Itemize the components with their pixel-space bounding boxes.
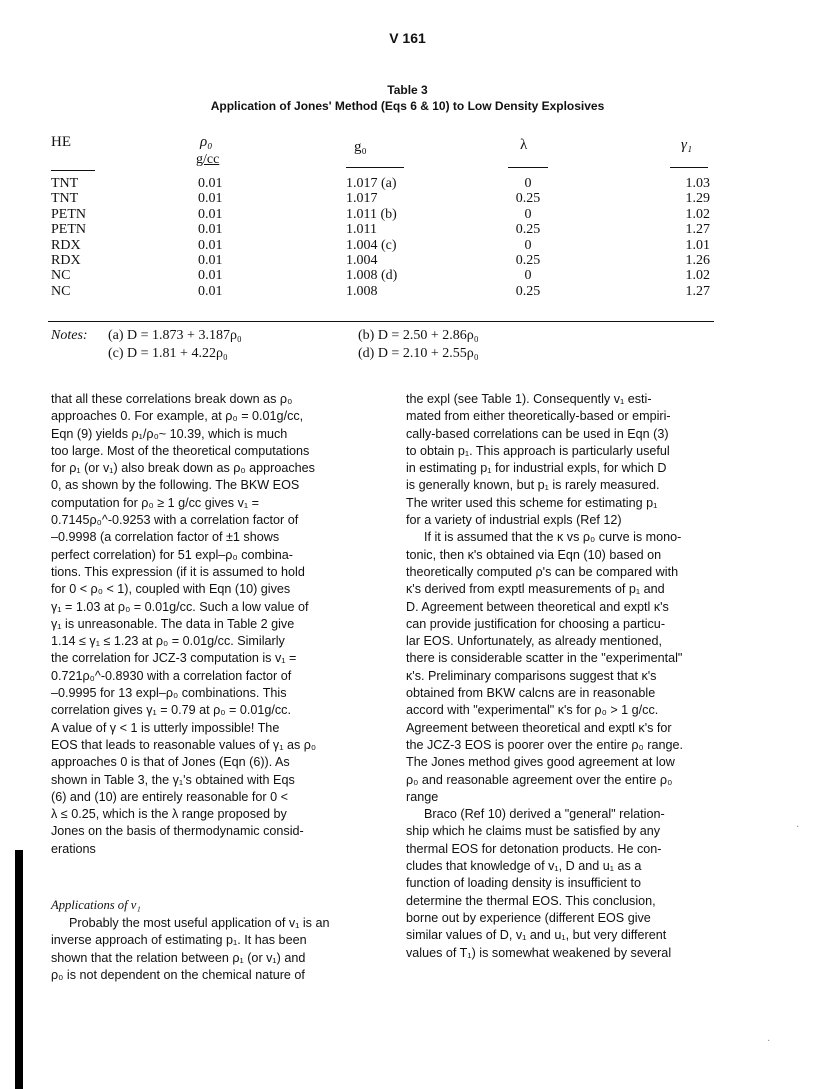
text-line: theoretically computed ρ's can be compared with: [406, 564, 679, 579]
text-line: accord with "experimental" κ's for ρ₀ > 1 g/cc.: [406, 703, 659, 718]
header-rho0: ρ₀: [200, 134, 213, 150]
text-line: lar EOS. Unfortunately, as already mentioned,: [406, 634, 662, 649]
column-gamma1: [662, 176, 710, 299]
text-line: D. Agreement between theoretical and exptl κ's: [406, 599, 669, 614]
scan-edge-bar: [15, 850, 23, 1089]
text-line: approaches 0. For example, at ρ₀ = 0.01g/cc,: [51, 409, 304, 424]
text-line: κ's. Preliminary comparisons suggest that κ's: [406, 668, 657, 683]
text-line: Eqn (9) yields ρ₁/ρ₀~ 10.39, which is much: [51, 426, 288, 441]
table-cell: 1.004: [346, 253, 378, 269]
text-line: ρ₀ and reasonable agreement over the entire ρ₀: [406, 772, 673, 787]
table-cell: 0: [524, 176, 532, 191]
text-line: that all these correlations break down as ρ₀: [51, 392, 293, 406]
text-line: correlation gives γ₁ = 0.79 at ρ₀ = 0.01g/cc.: [51, 703, 291, 718]
right-column: [406, 391, 766, 962]
table-cell: 0: [524, 206, 532, 222]
table-cell: 0.01: [198, 206, 223, 222]
text-line: can provide justification for choosing a particu-: [406, 616, 666, 631]
table-label: Table 3: [387, 83, 428, 97]
table-cell: 0.01: [198, 268, 223, 284]
text-line: (6) and (10) are entirely reasonable for 0 <: [51, 789, 288, 804]
left-column-section: [51, 915, 391, 984]
text-line: 0.7145ρ₀^-0.9253 with a correlation factor of: [51, 513, 299, 528]
table-cell: 0.25: [515, 283, 541, 299]
scan-speck: ·: [767, 1036, 771, 1047]
text-line: γ₁ = 1.03 at ρ₀ = 0.01g/cc. Such a low value of: [51, 599, 309, 614]
text-line: computation for ρ₀ ≥ 1 g/cc gives v₁ =: [51, 495, 259, 510]
text-line: A value of γ < 1 is utterly impossible! The: [51, 720, 280, 735]
table-cell: 0.01: [198, 191, 223, 207]
header-lambda: λ: [520, 137, 528, 153]
text-line: Agreement between theoretical and exptl κ's for: [406, 720, 672, 735]
table-cell: NC: [51, 268, 71, 284]
text-line: cally-based correlations can be used in Eqn (3): [406, 426, 669, 441]
rule-lambda: [508, 167, 548, 168]
text-line: ρ₀ is not dependent on the chemical nature of: [51, 967, 305, 982]
table-cell: 0: [524, 268, 532, 284]
text-line: 0.721ρ₀^-0.8930 with a correlation factor of: [51, 668, 292, 683]
section-heading-applications: Applications of v₁: [51, 898, 141, 912]
left-column: [51, 391, 391, 858]
text-line: Braco (Ref 10) derived a "general" relation-: [424, 807, 665, 822]
text-line: tions. This expression (if it is assumed to hold: [51, 564, 305, 579]
table-cell: 0.01: [198, 222, 223, 238]
text-line: –0.9998 (a correlation factor of ±1 shows: [51, 530, 280, 545]
column-lambda: [498, 176, 558, 299]
text-line: similar values of D, v₁ and u₁, but very different: [406, 928, 667, 943]
table-cell: TNT: [51, 191, 79, 207]
text-line: shown in Table 3, the γ₁'s obtained with Eqs: [51, 772, 295, 787]
table-cell: 1.008: [346, 283, 378, 299]
text-line: γ₁ is unreasonable. The data in Table 2 give: [51, 616, 295, 631]
table-cell: 1.26: [685, 253, 710, 269]
text-line: Jones on the basis of thermodynamic consid-: [51, 824, 304, 839]
table-bottom-rule: [48, 321, 714, 322]
text-line: too large. Most of the theoretical computations: [51, 443, 310, 458]
text-line: for 0 < ρ₀ < 1), coupled with Eqn (10) gives: [51, 582, 291, 597]
note-b: (b) D = 2.50 + 2.86ρ₀: [358, 328, 479, 343]
header-he: HE: [51, 134, 71, 150]
text-line: κ's derived from exptl measurements of p₁ and: [406, 582, 665, 597]
text-line: Probably the most useful application of v₁ is an: [69, 916, 330, 930]
table-cell: 1.27: [685, 283, 710, 299]
text-line: for ρ₁ (or v₁) also break down as ρ₀ approaches: [51, 461, 315, 476]
table-cell: NC: [51, 283, 71, 299]
header-g0: g₀: [354, 139, 367, 155]
table-cell: 0.25: [515, 191, 541, 207]
table-cell: PETN: [51, 206, 86, 222]
text-line: the JCZ-3 EOS is poorer over the entire ρ₀ range.: [406, 737, 683, 752]
table-cell: 0.25: [515, 253, 541, 269]
text-line: for a variety of industrial expls (Ref 12): [406, 513, 622, 528]
text-line: in estimating p₁ for industrial expls, for which D: [406, 461, 667, 476]
table-cell: 1.008 (d): [346, 268, 398, 284]
column-rho0: [198, 176, 223, 299]
notes-label: Notes:: [51, 328, 88, 343]
rule-he: [51, 170, 95, 171]
text-line: range: [406, 789, 439, 804]
table-cell: 1.02: [685, 206, 710, 222]
text-line: mated from either theoretically-based or empiri-: [406, 409, 671, 424]
table-cell: 1.03: [685, 176, 710, 191]
table-cell: RDX: [51, 237, 81, 253]
header-gamma1: γ₁: [681, 137, 693, 153]
table-cell: 1.011: [346, 222, 377, 238]
table-cell: 0.01: [198, 283, 223, 299]
table-caption: Application of Jones' Method (Eqs 6 & 10) to Low Density Explosives: [210, 99, 605, 113]
text-line: inverse approach of estimating p₁. It has been: [51, 933, 307, 948]
text-line: thermal EOS for detonation products. He con-: [406, 841, 662, 856]
table-cell: 1.29: [685, 191, 710, 207]
table-cell: TNT: [51, 176, 79, 191]
table-cell: 0: [524, 237, 532, 253]
text-line: ship which he claims must be satisfied by any: [406, 824, 661, 839]
scan-speck: ·: [796, 822, 800, 833]
text-line: erations: [51, 841, 96, 856]
text-line: tonic, then κ's obtained via Eqn (10) based on: [406, 547, 662, 562]
table-cell: RDX: [51, 253, 81, 269]
page-number: V 161: [389, 30, 426, 46]
text-line: borne out by experience (different EOS give: [406, 910, 651, 925]
column-g0: [346, 176, 397, 299]
note-d: (d) D = 2.10 + 2.55ρ₀: [358, 346, 479, 361]
header-rho0-unit: g/cc: [196, 152, 220, 167]
text-line: is generally known, but p₁ is rarely measured.: [406, 478, 660, 493]
text-line: λ ≤ 0.25, which is the λ range proposed by: [51, 807, 287, 822]
table-cell: 1.02: [685, 268, 710, 284]
table-cell: 0.01: [198, 237, 223, 253]
text-line: cludes that knowledge of v₁, D and u₁ as a: [406, 859, 642, 874]
table-cell: 1.004 (c): [346, 237, 397, 253]
text-line: determine the thermal EOS. This conclusion,: [406, 893, 656, 908]
table-cell: 0.01: [198, 253, 223, 269]
text-line: The Jones method gives good agreement at low: [406, 755, 675, 770]
table-cell: 1.27: [685, 222, 710, 238]
note-c: (c) D = 1.81 + 4.22ρ₀: [108, 346, 228, 361]
text-line: The writer used this scheme for estimating p₁: [406, 495, 658, 510]
text-line: shown that the relation between ρ₁ (or v₁) and: [51, 950, 306, 965]
text-line: the expl (see Table 1). Consequently v₁ esti-: [406, 392, 652, 406]
rule-gamma1: [670, 167, 708, 168]
text-line: approaches 0 is that of Jones (Eqn (6)). As: [51, 755, 290, 770]
text-line: values of T₁) is somewhat weakened by several: [406, 945, 672, 960]
column-he: [51, 176, 86, 299]
text-line: If it is assumed that the κ vs ρ₀ curve is mono-: [424, 530, 682, 545]
rule-g0: [346, 167, 404, 168]
text-line: perfect correlation) for 51 expl–ρ₀ combina-: [51, 547, 293, 562]
text-line: function of loading density is insufficient to: [406, 876, 641, 891]
note-a: (a) D = 1.873 + 3.187ρ₀: [108, 328, 242, 343]
table-cell: 1.011 (b): [346, 206, 397, 222]
text-line: 0, as shown by the following. The BKW EOS: [51, 478, 300, 493]
text-line: there is considerable scatter in the "experimental": [406, 651, 683, 666]
table-cell: 1.017 (a): [346, 176, 397, 191]
text-line: 1.14 ≤ γ₁ ≤ 1.23 at ρ₀ = 0.01g/cc. Similarly: [51, 634, 285, 649]
table-cell: 1.01: [685, 237, 710, 253]
text-line: –0.9995 for 13 expl–ρ₀ combinations. This: [51, 686, 287, 701]
text-line: the correlation for JCZ-3 computation is v₁ =: [51, 651, 297, 666]
text-line: obtained from BKW calcns are in reasonable: [406, 686, 656, 701]
table-cell: 0.25: [515, 222, 541, 238]
table-cell: 0.01: [198, 176, 223, 191]
table-cell: PETN: [51, 222, 86, 238]
text-line: to obtain p₁. This approach is particularly useful: [406, 443, 670, 458]
text-line: EOS that leads to reasonable values of γ₁ as ρ₀: [51, 737, 317, 752]
table-cell: 1.017: [346, 191, 378, 207]
